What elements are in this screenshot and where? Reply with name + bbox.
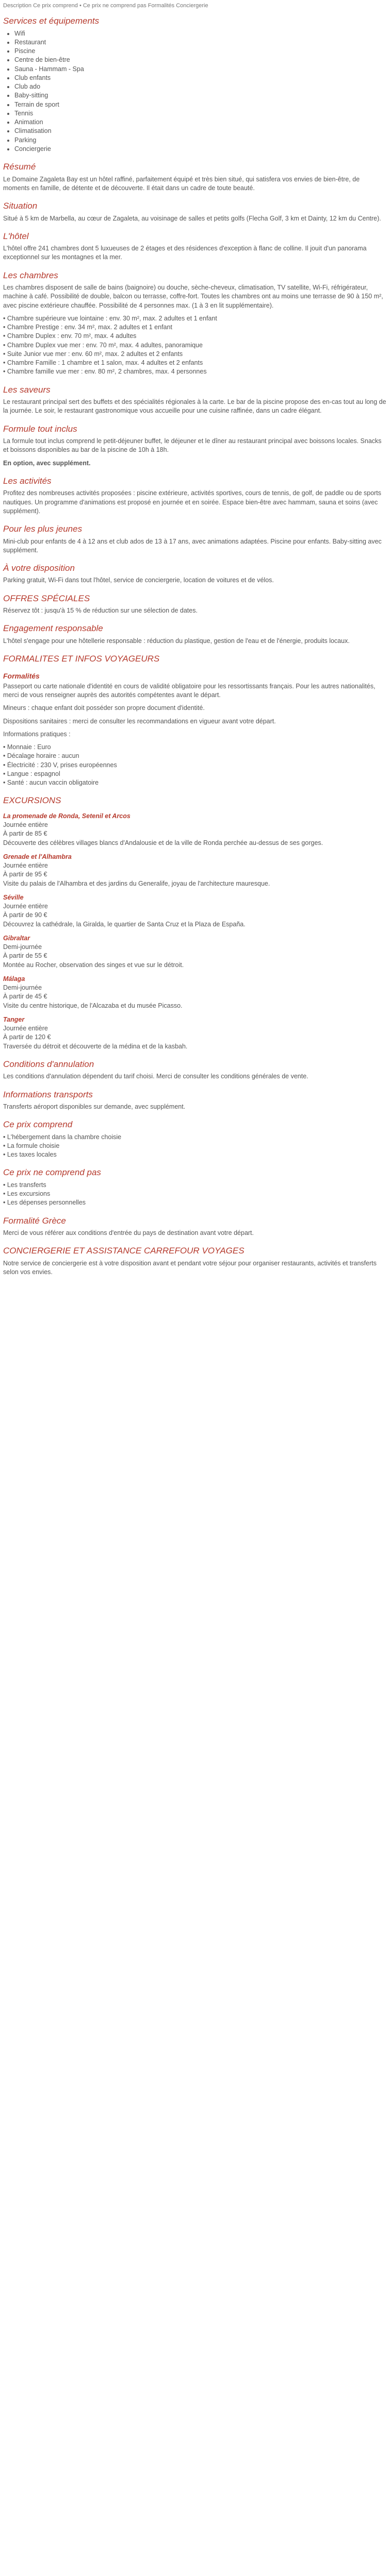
saveurs-text: Le restaurant principal sert des buffets et des spécialités régionales à la carte. Le bar de la piscine propose des en-cas tout au long de la journée. Le soir, le restaurant gastronomique vous accueille pour une cuisine raffinée, dans un cadre élégant.	[3, 398, 386, 415]
formalites-p4: Informations pratiques :	[3, 730, 71, 738]
info-item: • Langue : espagnol	[3, 770, 60, 777]
excursion-name: Séville	[3, 893, 24, 901]
formalites-generales-text: Merci de vous référer aux conditions d'entrée du pays de destination avant votre départ.	[3, 1229, 254, 1237]
excursion-duration: Demi-journée	[3, 943, 42, 951]
list-item: • Sauna - Hammam - Spa	[14, 65, 388, 74]
list-item: • Parking	[14, 136, 388, 145]
chambre-item: • Chambre Famille : 1 chambre et 1 salon, max. 4 adultes et 2 enfants	[3, 359, 203, 367]
chambre-item: • Chambre supérieure vue lointaine : env. 30 m², max. 2 adultes et 1 enfant	[3, 314, 217, 322]
breadcrumb[interactable]: Description Ce prix comprend • Ce prix ne comprend pas Formalités Conciergerie	[3, 3, 208, 9]
excursion-item	[3, 812, 388, 848]
chambre-item: • Chambre Duplex vue mer : env. 70 m², max. 4 adultes, panoramique	[3, 341, 203, 349]
offres-text: Réservez tôt : jusqu'à 15 % de réduction sur une sélection de dates.	[3, 607, 198, 615]
excursion-item	[3, 853, 388, 888]
conditions-title: Conditions d'annulation	[3, 1059, 94, 1069]
excursion-price: À partir de 45 €	[3, 993, 47, 1001]
chambres-intro: Les chambres disposent de salle de bains (baignoire) ou douche, sèche-cheveux, climatisation, TV satellite, Wi-Fi, réfrigérateur, machine à café. Possibilité de double, balcon ou terrasse, coffre-fort. Toutes les chambres ont au moins une terrasse de 90 à 150 m², avec piscine extérieure chauffée. Possibilité de 4 personnes max. (1 à 3 en lit supplémentaire).	[3, 284, 383, 309]
info-item: • Décalage horaire : aucun	[3, 752, 79, 760]
saveurs-title: Les saveurs	[3, 384, 51, 395]
list-item: • Wifi	[14, 29, 388, 38]
services-title: Services et équipements	[3, 16, 100, 26]
list-item: • Tennis	[14, 109, 388, 118]
excursion-price: À partir de 90 €	[3, 911, 47, 919]
list-item: • Conciergerie	[14, 145, 388, 154]
prix-item: • Les excursions	[3, 1190, 51, 1198]
list-item: • Club ado	[14, 82, 388, 91]
petits-text: Mini-club pour enfants de 4 à 12 ans et club ados de 13 à 17 ans, avec animations adaptées. Piscine pour enfants. Baby-sitting avec supplément.	[3, 537, 382, 554]
excursion-price: À partir de 95 €	[3, 871, 47, 878]
excursion-name: La promenade de Ronda, Setenil et Arcos	[3, 812, 131, 820]
excursion-text: Découvrez la cathédrale, la Giralda, le quartier de Santa Cruz et la Plaza de España.	[3, 920, 246, 928]
excursion-price: À partir de 85 €	[3, 830, 47, 838]
list-item: • Piscine	[14, 47, 388, 56]
excursion-duration: Journée entière	[3, 1025, 48, 1032]
chambre-item: • Chambre Duplex : env. 70 m², max. 4 adultes	[3, 332, 137, 340]
excursion-text: Visite du palais de l'Alhambra et des jardins du Generalife, joyau de l'architecture mauresque.	[3, 879, 270, 887]
conditions-text: Les conditions d'annulation dépendent du tarif choisi. Merci de consulter les conditions générales de vente.	[3, 1073, 308, 1080]
list-item: • Animation	[14, 118, 388, 127]
activites-text: Profitez des nombreuses activités proposées : piscine extérieure, activités sportives, cours de tennis, de golf, de paddle ou de sports nautiques. Un programme d'animations est proposé en journée et en soirée. Espace bien-être avec hammam, sauna et soins (avec supplément).	[3, 489, 382, 515]
excursion-price: À partir de 55 €	[3, 952, 47, 960]
excursion-item	[3, 975, 388, 1010]
situation-text: Situé à 5 km de Marbella, au cœur de Zagaleta, au voisinage de salles et petits golfs (Flecha Golf, 3 km et Dainty, 12 km du Centre).	[3, 214, 381, 222]
prix-item: • Les transferts	[3, 1181, 46, 1189]
situation-title: Situation	[3, 201, 38, 211]
list-item: • Terrain de sport	[14, 100, 388, 109]
excursions-title: EXCURSIONS	[3, 795, 61, 806]
activites-title: Les activités	[3, 476, 52, 486]
list-item: • Restaurant	[14, 38, 388, 47]
avantages-text: Parking gratuit, Wi-Fi dans tout l'hôtel, service de conciergerie, location de voitures et de vélos.	[3, 577, 274, 584]
excursion-text: Découverte des célèbres villages blancs d'Andalousie et de la ville de Ronda perchée au-dessus de ses gorges.	[3, 839, 323, 846]
excursion-item	[3, 893, 388, 929]
excursion-name: Málaga	[3, 975, 25, 982]
transport-text: Transferts aéroport disponibles sur demande, avec supplément.	[3, 1103, 186, 1110]
excursion-price: À partir de 120 €	[3, 1033, 51, 1041]
prix-item: • Les taxes locales	[3, 1151, 57, 1159]
hotel-title: L'hôtel	[3, 231, 29, 241]
prix-item: • La formule choisie	[3, 1142, 60, 1149]
excursion-name: Tanger	[3, 1015, 25, 1023]
services-list	[3, 29, 388, 154]
formalites-p1: Passeport ou carte nationale d'identité en cours de validité obligatoire pour les ressortissants français. Pour les autres nationalités, merci de vous renseigner auprès des autorités compétentes avant le départ.	[3, 682, 376, 699]
resume-title: Résumé	[3, 162, 36, 172]
petits-title: Pour les plus jeunes	[3, 524, 83, 534]
excursion-name: Gibraltar	[3, 934, 30, 942]
resume-text: Le Domaine Zagaleta Bay est un hôtel raffiné, parfaitement équipé et très bien situé, qui satisfera vos envies de bien-être, de moments en famille, de détente et de découverte. Il était dans un cadre de toute beauté.	[3, 175, 360, 192]
list-item: • Climatisation	[14, 127, 388, 135]
excursion-duration: Journée entière	[3, 862, 48, 870]
list-item: • Club enfants	[14, 74, 388, 82]
excursion-item	[3, 934, 388, 970]
hotel-text: L'hôtel offre 241 chambres dont 5 luxueuses de 2 étages et des résidences d'exception à flanc de colline. Il jouit d'un panorama exceptionnel sur les montagnes et la mer.	[3, 245, 367, 261]
formule-note: En option, avec supplément.	[3, 459, 91, 467]
excursion-duration: Demi-journée	[3, 984, 42, 992]
prix-comprend-title: Ce prix comprend	[3, 1120, 73, 1130]
chambre-item: • Chambre famille vue mer : env. 80 m², 2 chambres, max. 4 personnes	[3, 368, 207, 376]
info-item: • Santé : aucun vaccin obligatoire	[3, 779, 99, 787]
engagement-title: Engagement responsable	[3, 623, 103, 634]
excursion-text: Montée au Rocher, observation des singes et vue sur le détroit.	[3, 961, 184, 969]
page	[0, 0, 391, 1277]
excursion-name: Grenade et l'Alhambra	[3, 853, 72, 860]
avantages-title: À votre disposition	[3, 563, 75, 573]
conciergerie-title: CONCIERGERIE ET ASSISTANCE CARREFOUR VOYAGES	[3, 1246, 245, 1256]
chambres-title: Les chambres	[3, 270, 58, 280]
list-item: • Centre de bien-être	[14, 56, 388, 64]
conciergerie-text: Notre service de conciergerie est à votre disposition avant et pendant votre séjour pour organiser restaurants, activités et transferts selon vos envies.	[3, 1259, 377, 1276]
engagement-text: L'hôtel s'engage pour une hôtellerie responsable : réduction du plastique, gestion de l'eau et de l'énergie, produits locaux.	[3, 637, 350, 645]
excursion-text: Visite du centre historique, de l'Alcazaba et du musée Picasso.	[3, 1002, 183, 1009]
chambre-item: • Chambre Prestige : env. 34 m², max. 2 adultes et 1 enfant	[3, 324, 172, 331]
chambre-item: • Suite Junior vue mer : env. 60 m², max. 2 adultes et 2 enfants	[3, 350, 183, 358]
offres-title: OFFRES SPÉCIALES	[3, 593, 90, 603]
formalites-title: FORMALITES ET INFOS VOYAGEURS	[3, 654, 160, 664]
formalites-p2: Mineurs : chaque enfant doit posséder son propre document d'identité.	[3, 704, 205, 712]
prix-item: • Les dépenses personnelles	[3, 1199, 86, 1207]
info-item: • Monnaie : Euro	[3, 743, 51, 751]
info-item: • Électricité : 230 V, prises européennes	[3, 761, 117, 769]
list-item: • Baby-sitting	[14, 91, 388, 100]
excursion-duration: Journée entière	[3, 821, 48, 829]
formalites-generales-title: Formalité Grèce	[3, 1215, 66, 1226]
excursion-text: Traversée du détroit et découverte de la médina et de la kasbah.	[3, 1042, 188, 1050]
prix-exclut-title: Ce prix ne comprend pas	[3, 1167, 101, 1178]
excursion-duration: Journée entière	[3, 903, 48, 910]
formalites-subtitle: Formalités	[3, 671, 40, 680]
formule-text: La formule tout inclus comprend le petit-déjeuner buffet, le déjeuner et le dîner au restaurant principal avec boissons locales. Snacks et boissons disponibles au bar de la piscine de 10h à 18h.	[3, 437, 382, 454]
prix-item: • L'hébergement dans la chambre choisie	[3, 1133, 122, 1141]
formalites-p3: Dispositions sanitaires : merci de consulter les recommandations en vigueur avant votre départ.	[3, 717, 276, 725]
excursion-item	[3, 1015, 388, 1051]
formule-title: Formule tout inclus	[3, 423, 77, 434]
transport-title: Informations transports	[3, 1089, 93, 1099]
